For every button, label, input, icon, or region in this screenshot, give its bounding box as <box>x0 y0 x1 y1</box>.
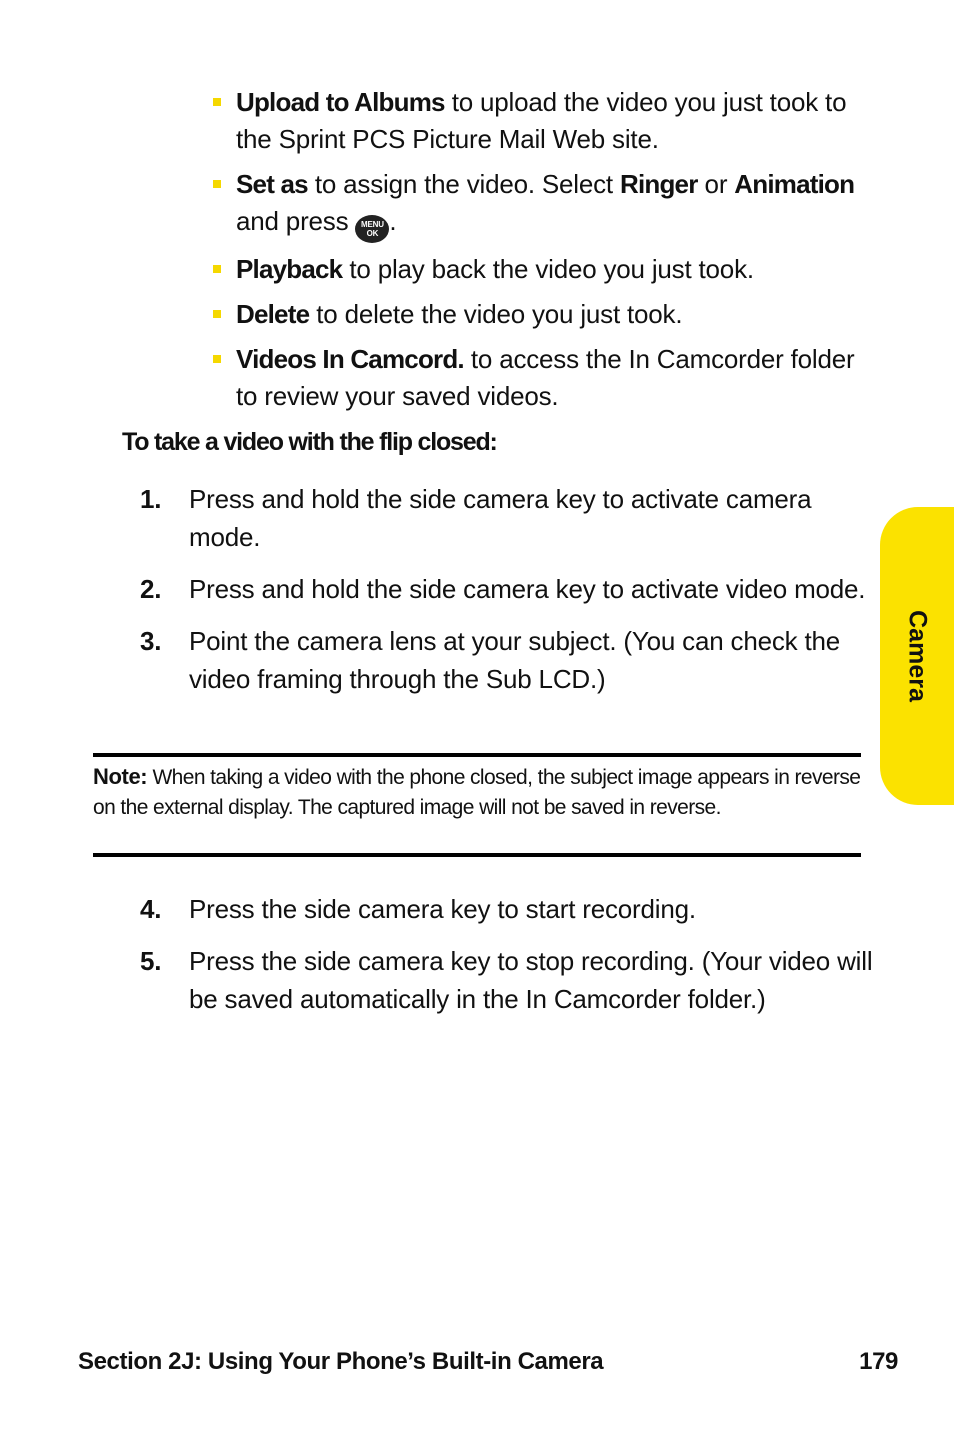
page-number: 179 <box>859 1348 898 1375</box>
step-item <box>140 622 880 698</box>
step-number: 1. <box>140 484 162 514</box>
page-footer <box>78 1348 898 1376</box>
bullet-text: to upload the video you just took to the Sprint PCS Picture Mail Web site. <box>236 87 847 154</box>
bullet-text: to play back the video you just took. <box>342 254 754 284</box>
step-text: Press and hold the side camera key to activate camera mode. <box>189 484 812 552</box>
bullet-upload-to-albums <box>210 84 870 158</box>
procedure-heading: To take a video with the flip closed: <box>122 428 497 456</box>
step-item <box>140 890 880 928</box>
steps-list-2 <box>140 890 880 1032</box>
bullet-text: or <box>697 169 735 199</box>
bullet-square-icon <box>213 355 221 363</box>
bullet-square-icon <box>213 265 221 273</box>
bullet-text: to delete the video you just took. <box>309 299 683 329</box>
section-tab <box>880 507 954 805</box>
step-text: Press the side camera key to stop recording. (Your video will be saved automatically in the In Camcorder folder.) <box>189 946 873 1014</box>
step-text: Press and hold the side camera key to activate video mode. <box>189 574 866 604</box>
menu-ok-key-icon <box>355 215 389 243</box>
key-line-2: OK <box>366 229 379 238</box>
bullet-square-icon <box>213 310 221 318</box>
step-number: 4. <box>140 894 162 924</box>
term: Upload to Albums <box>236 87 445 117</box>
term: Delete <box>236 299 310 329</box>
steps-list-1 <box>140 480 880 712</box>
term: Set as <box>236 169 308 199</box>
bullet-text: to access the In Camcorder folder to review your saved videos. <box>236 344 855 411</box>
step-item <box>140 942 880 1018</box>
bullet-text: and press <box>236 206 356 236</box>
term: Playback <box>236 254 343 284</box>
bullet-text: . <box>389 206 397 236</box>
bullet-list <box>210 84 870 423</box>
step-item <box>140 570 880 608</box>
key-line-1: MENU <box>361 220 384 229</box>
step-text: Press the side camera key to start recording. <box>189 894 696 924</box>
bullet-square-icon <box>213 98 221 106</box>
term: Videos In Camcord. <box>236 344 464 374</box>
bullet-set-as <box>210 166 870 243</box>
bullet-square-icon <box>213 180 221 188</box>
step-number: 2. <box>140 574 162 604</box>
note-box <box>93 753 861 857</box>
note-label: Note: <box>93 764 148 789</box>
bullet-playback <box>210 251 870 288</box>
step-text: Point the camera lens at your subject. (You can check the video framing through the Sub LCD.) <box>189 626 841 694</box>
section-tab-label: Camera <box>903 610 932 702</box>
step-number: 3. <box>140 626 162 656</box>
step-number: 5. <box>140 946 162 976</box>
footer-section-title: Section 2J: Using Your Phone’s Built-in Camera <box>78 1348 604 1375</box>
bullet-videos-in-camcord <box>210 341 870 415</box>
note-text: When taking a video with the phone closed, the subject image appears in reverse on the external display. The captured image will not be saved in reverse. <box>93 766 861 819</box>
term-animation: Animation <box>734 169 855 199</box>
bullet-text: to assign the video. Select <box>307 169 620 199</box>
term-ringer: Ringer <box>619 169 698 199</box>
step-item <box>140 480 880 556</box>
bullet-delete <box>210 296 870 333</box>
